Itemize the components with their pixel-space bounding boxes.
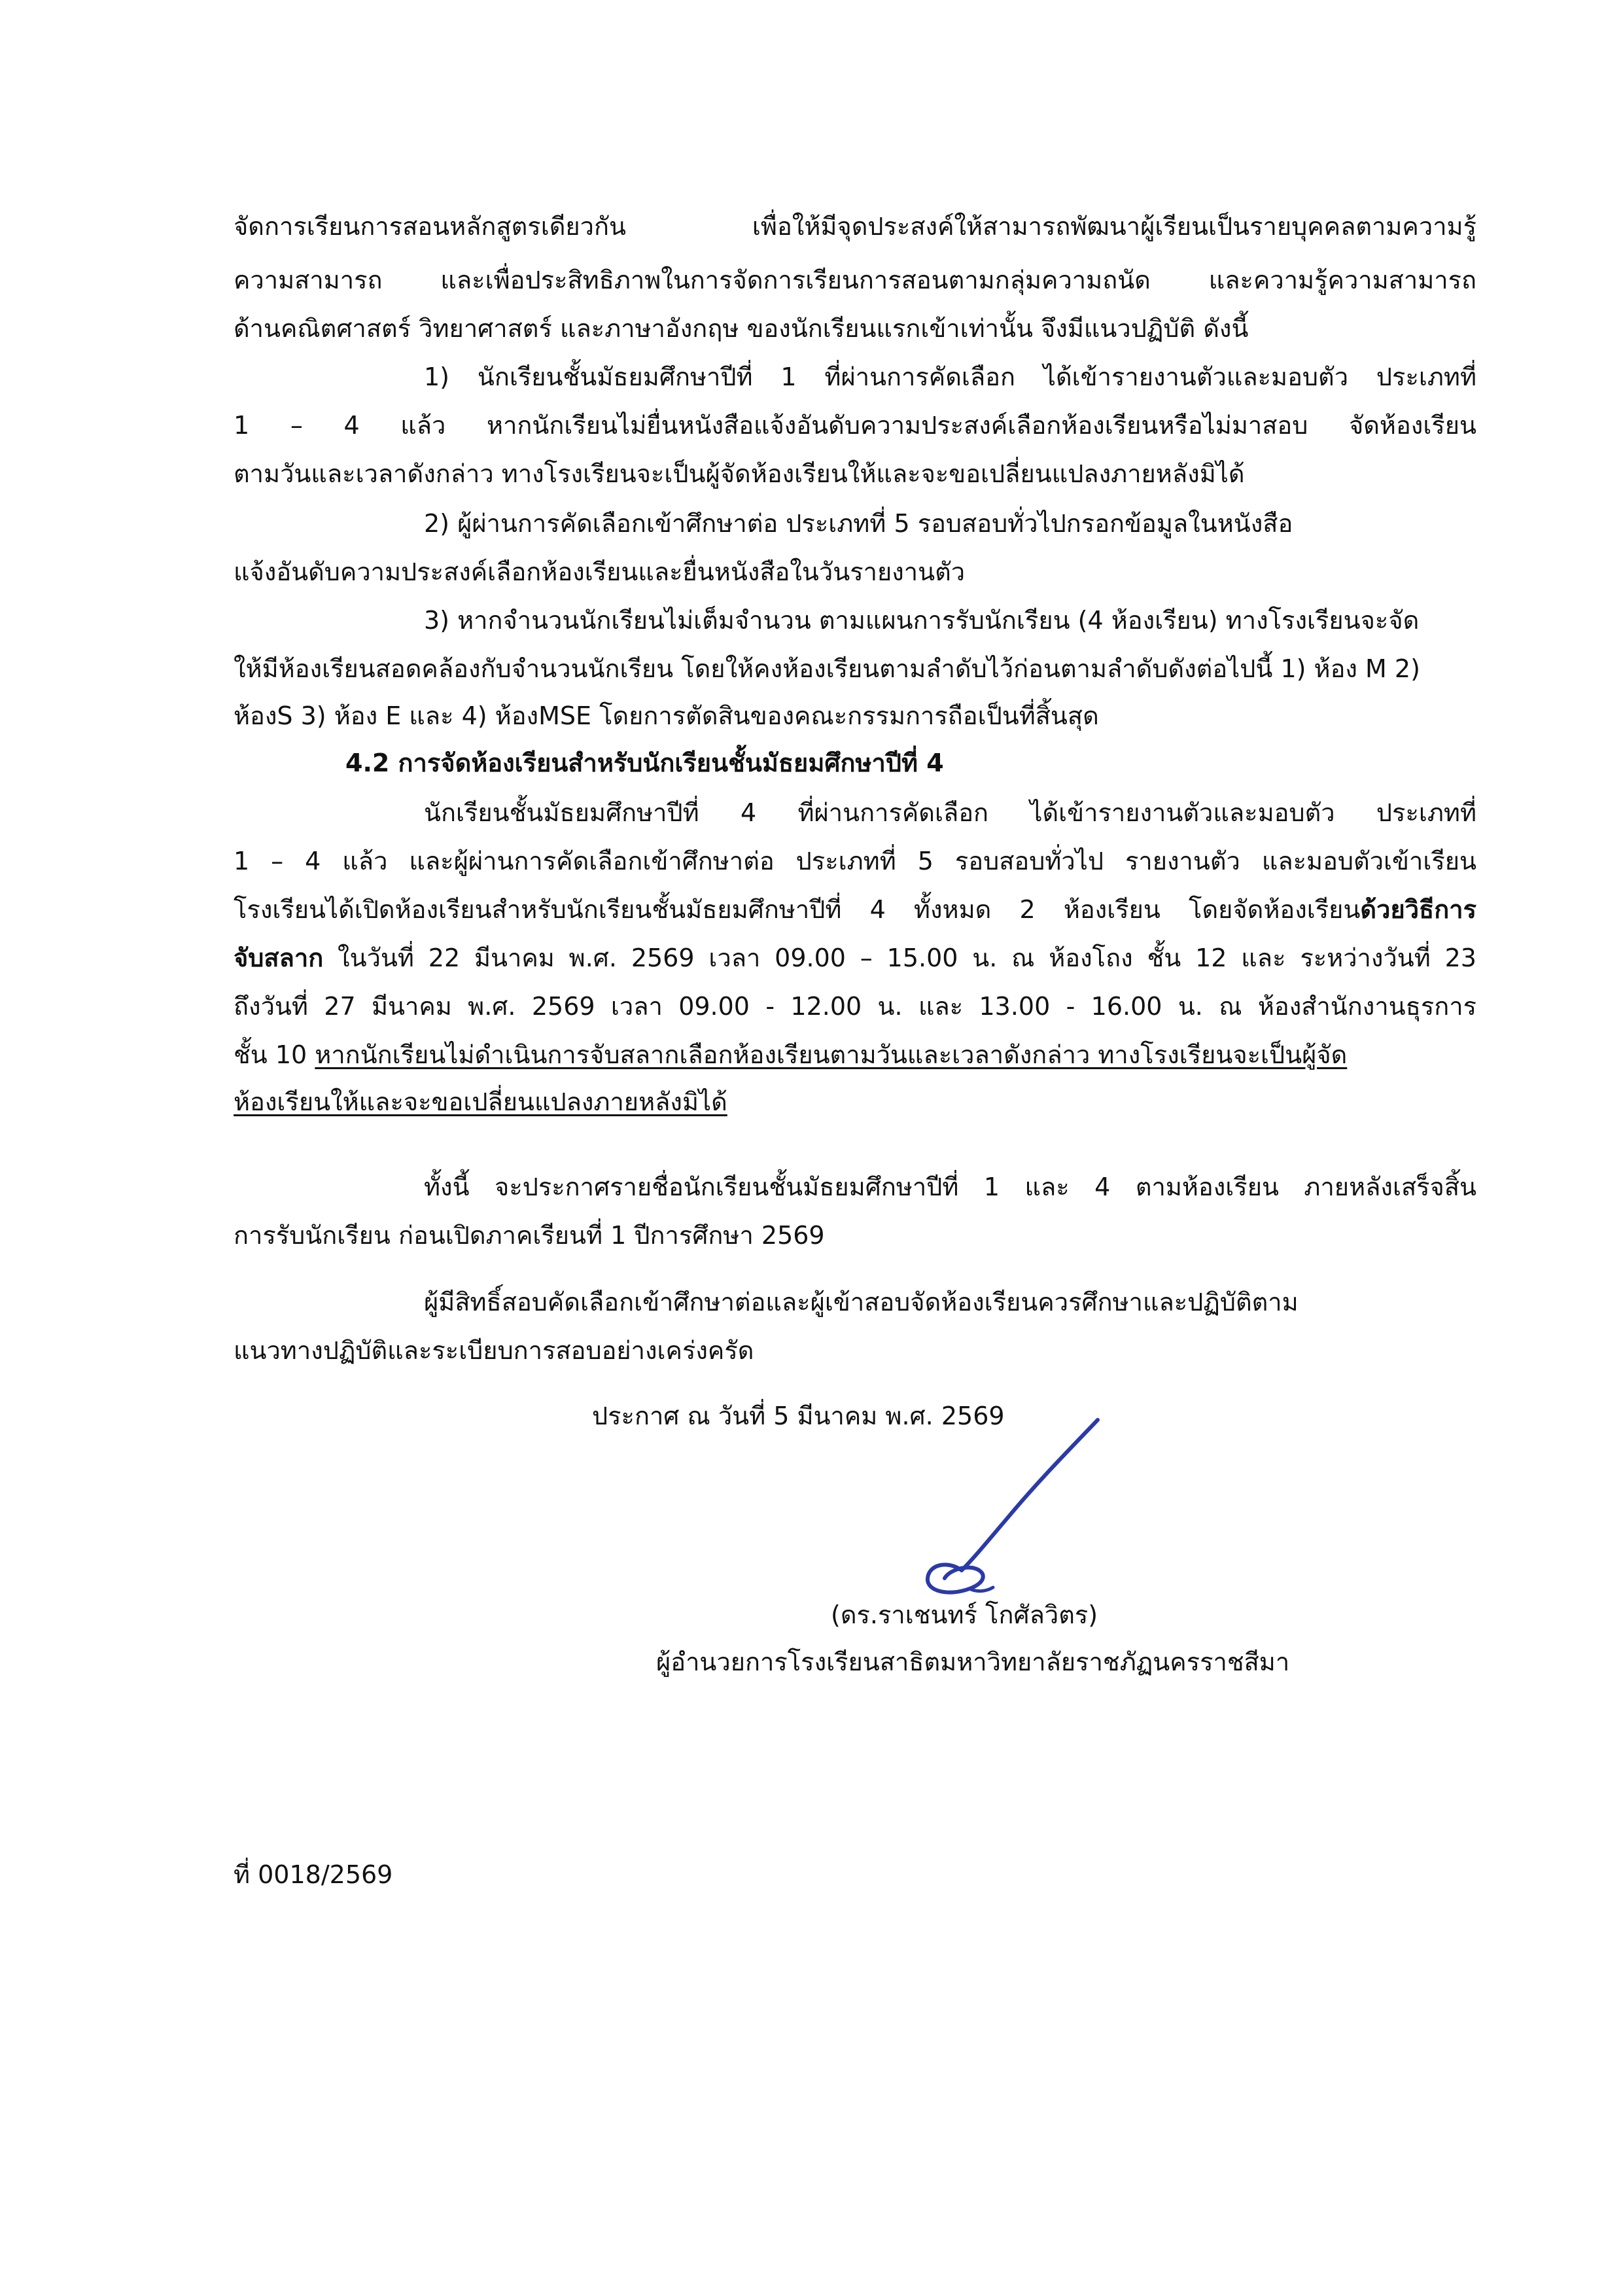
section-line-6-underline: หากนักเรียนไม่ดำเนินการจับสลากเลือกห้องเรียนตามวันและเวลาดังกล่าว ทางโรงเรียนจะเป็นผู้จัด bbox=[315, 1040, 1348, 1069]
item2-line-1: 2) ผู้ผ่านการคัดเลือกเข้าศึกษาต่อ ประเภทที่ 5 รอบสอบทั่วไปกรอกข้อมูลในหนังสือ bbox=[424, 509, 1293, 538]
intro-line-3: ด้านคณิตศาสตร์ วิทยาศาสตร์ และภาษาอังกฤษ ของนักเรียนแรกเข้าเท่านั้น จึงมีแนวปฏิบัติ ดังนี้ bbox=[234, 314, 1249, 343]
section-heading: 4.2 การจัดห้องเรียนสำหรับนักเรียนชั้นมัธยมศึกษาปีที่ 4 bbox=[345, 749, 944, 777]
compliance-line-2: แนวทางปฏิบัติและระเบียบการสอบอย่างเคร่งครัด bbox=[234, 1336, 754, 1365]
announced-date: ประกาศ ณ วันที่ 5 มีนาคม พ.ศ. 2569 bbox=[592, 1402, 1005, 1430]
section-line-4 bbox=[234, 940, 1476, 976]
item1-line-1: 1) นักเรียนชั้นมัธยมศึกษาปีที่ 1 ที่ผ่านการคัดเลือก ได้เข้ารายงานตัวและมอบตัว ประเภทที่ bbox=[424, 362, 1476, 391]
intro-line-2: ความสามารถ และเพื่อประสิทธิภาพในการจัดการเรียนการสอนตามกลุ่มความถนัด และความรู้ความสามารถ bbox=[234, 266, 1476, 294]
section-line-7 bbox=[234, 1084, 1476, 1120]
reference-number: ที่ 0018/2569 bbox=[234, 1860, 393, 1889]
signature-image bbox=[909, 1407, 1125, 1597]
compliance-line-1: ผู้มีสิทธิ์สอบคัดเลือกเข้าศึกษาต่อและผู้เข้าสอบจัดห้องเรียนควรศึกษาและปฏิบัติตาม bbox=[424, 1288, 1299, 1316]
section-line-3 bbox=[234, 891, 1476, 928]
section-line-1: นักเรียนชั้นมัธยมศึกษาปีที่ 4 ที่ผ่านการคัดเลือก ได้เข้ารายงานตัวและมอบตัว ประเภทที่ bbox=[424, 798, 1476, 827]
announcement-line-1: ทั้งนี้ จะประกาศรายชื่อนักเรียนชั้นมัธยมศึกษาปีที่ 1 และ 4 ตามห้องเรียน ภายหลังเสร็จสิ้น bbox=[424, 1173, 1476, 1201]
section-line-3-bold: ด้วยวิธีการ bbox=[1360, 895, 1476, 924]
section-line-5: ถึงวันที่ 27 มีนาคม พ.ศ. 2569 เวลา 09.00 - 12.00 น. และ 13.00 - 16.00 น. ณ ห้องสำนักงานธุรการ bbox=[234, 992, 1476, 1021]
item3-line-2: ให้มีห้องเรียนสอดคล้องกับจำนวนนักเรียน โดยให้คงห้องเรียนตามลำดับไว้ก่อนตามลำดับดังต่อไปนี้ 1) ห้อง M 2) bbox=[234, 654, 1420, 683]
section-line-3-text: โรงเรียนได้เปิดห้องเรียนสำหรับนักเรียนชั้นมัธยมศึกษาปีที่ 4 ทั้งหมด 2 ห้องเรียน โดยจัดห้องเรียน bbox=[234, 895, 1361, 924]
section-line-6-text: ชั้น 10 bbox=[234, 1040, 315, 1069]
signer-name: (ดร.ราเชนทร์ โกศัลวิตร) bbox=[831, 1600, 1098, 1629]
item3-line-1: 3) หากจำนวนนักเรียนไม่เต็มจำนวน ตามแผนการรับนักเรียน (4 ห้องเรียน) ทางโรงเรียนจะจัด bbox=[424, 606, 1420, 635]
section-line-7-underline: ห้องเรียนให้และจะขอเปลี่ยนแปลงภายหลังมิได้ bbox=[234, 1087, 727, 1116]
section-line-2: 1 – 4 แล้ว และผู้ผ่านการคัดเลือกเข้าศึกษาต่อ ประเภทที่ 5 รอบสอบทั่วไป รายงานตัว และมอบตัวเข้าเรียน bbox=[234, 847, 1476, 875]
item2-line-2: แจ้งอันดับความประสงค์เลือกห้องเรียนและยื่นหนังสือในวันรายงานตัว bbox=[234, 557, 966, 586]
item1-line-3: ตามวันและเวลาดังกล่าว ทางโรงเรียนจะเป็นผู้จัดห้องเรียนให้และจะขอเปลี่ยนแปลงภายหลังมิได้ bbox=[234, 459, 1245, 488]
item3-line-3: ห้องS 3) ห้อง E และ 4) ห้องMSE โดยการตัดสินของคณะกรรมการถือเป็นที่สิ้นสุด bbox=[234, 701, 1099, 730]
section-line-4-text: ในวันที่ 22 มีนาคม พ.ศ. 2569 เวลา 09.00 – 15.00 น. ณ ห้องโถง ชั้น 12 และ ระหว่างวันที่ 23 bbox=[323, 944, 1476, 972]
section-line-4-bold: จับสลาก bbox=[234, 944, 324, 972]
signer-title: ผู้อำนวยการโรงเรียนสาธิตมหาวิทยาลัยราชภัฏนครราชสีมา bbox=[656, 1648, 1290, 1676]
section-line-6 bbox=[234, 1036, 1476, 1073]
item1-line-2: 1 – 4 แล้ว หากนักเรียนไม่ยื่นหนังสือแจ้งอันดับความประสงค์เลือกห้องเรียนหรือไม่มาสอบ จัดห้องเรียน bbox=[234, 411, 1476, 440]
intro-line-1: จัดการเรียนการสอนหลักสูตรเดียวกัน เพื่อให้มีจุดประสงค์ให้สามารถพัฒนาผู้เรียนเป็นรายบุคคลตามความรู้ bbox=[234, 212, 1476, 241]
announcement-line-2: การรับนักเรียน ก่อนเปิดภาคเรียนที่ 1 ปีการศึกษา 2569 bbox=[234, 1221, 825, 1250]
